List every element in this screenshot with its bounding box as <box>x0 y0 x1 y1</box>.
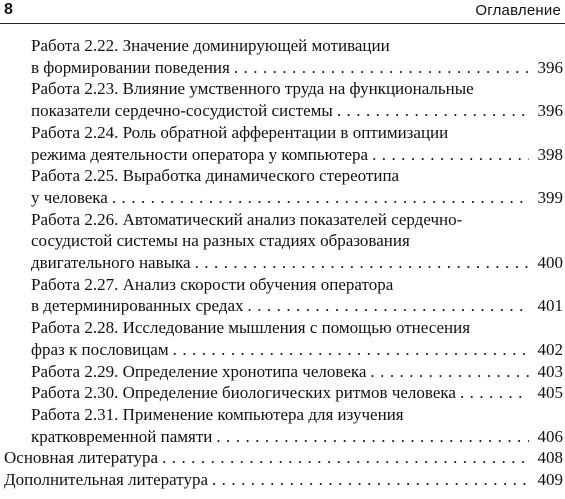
dot-leader <box>234 57 529 79</box>
toc-entry-line: сосудистой системы на разных стадиях образования <box>31 231 410 251</box>
header-rule <box>0 23 565 24</box>
toc-entry-2-26[interactable] <box>0 209 565 274</box>
toc-entry-line: Работа 2.23. Влияние умственного труда на функциональные <box>31 79 474 99</box>
dot-leader <box>248 295 529 317</box>
toc-entry-text: в формировании поведения <box>31 57 230 77</box>
table-of-contents <box>0 35 565 491</box>
dot-leader <box>212 469 529 491</box>
toc-page-number: 400 <box>537 253 563 273</box>
toc-page-number: 398 <box>537 144 563 164</box>
toc-entry-last-line <box>31 252 565 274</box>
toc-entry-text: двигательного навыка <box>31 253 191 273</box>
toc-entry-last-line <box>4 447 565 469</box>
dot-leader <box>460 382 529 404</box>
page-header <box>0 0 565 26</box>
toc-entry-line: Работа 2.26. Автоматический анализ показателей сердечно- <box>31 209 463 229</box>
toc-entry-2-30[interactable] <box>0 382 565 404</box>
toc-entry-text: Работа 2.30. Определение биологических ритмов человека <box>31 383 456 403</box>
toc-entry-last-line <box>4 469 565 491</box>
toc-entry-2-31[interactable] <box>0 404 565 447</box>
toc-page-number: 396 <box>537 57 563 77</box>
toc-page-number: 405 <box>537 383 563 403</box>
toc-entry-text: Дополнительная литература <box>4 470 208 490</box>
toc-entry-last-line <box>31 339 565 361</box>
toc-entry-last-line <box>31 382 565 404</box>
dot-leader <box>195 252 529 274</box>
toc-page-number: 399 <box>537 187 563 207</box>
toc-page-number: 403 <box>537 361 563 381</box>
toc-page-number: 396 <box>537 101 563 121</box>
toc-page-number: 401 <box>537 296 563 316</box>
dot-leader <box>216 426 529 448</box>
toc-entry-last-line <box>31 295 565 317</box>
toc-entry-text: в детерминированных средах <box>31 296 244 316</box>
dot-leader <box>337 100 529 122</box>
toc-page-number: 402 <box>537 339 563 359</box>
toc-entry-2-25[interactable] <box>0 165 565 208</box>
toc-entry-line: Работа 2.27. Анализ скорости обучения оператора <box>31 274 394 294</box>
toc-entry-last-line <box>31 187 565 209</box>
toc-entry-line: Работа 2.31. Применение компьютера для изучения <box>31 404 404 424</box>
toc-entry-text: Работа 2.29. Определение хронотипа человека <box>31 361 367 381</box>
dot-leader <box>162 447 529 469</box>
toc-entry-2-24[interactable] <box>0 122 565 165</box>
toc-entry-line: Работа 2.25. Выработка динамического стереотипа <box>31 166 400 186</box>
toc-entry-main-literature[interactable] <box>0 447 565 469</box>
toc-page-number: 406 <box>537 426 563 446</box>
toc-entry-last-line <box>31 100 565 122</box>
toc-entry-last-line <box>31 57 565 79</box>
toc-entry-2-22[interactable] <box>0 35 565 78</box>
toc-entry-text: кратковременной памяти <box>31 426 213 446</box>
dot-leader <box>372 144 529 166</box>
dot-leader <box>370 361 529 383</box>
toc-entry-text: фраз к пословицам <box>31 339 169 359</box>
toc-page-number: 408 <box>537 448 563 468</box>
toc-page-number: 409 <box>537 470 563 490</box>
toc-entry-last-line <box>31 426 565 448</box>
toc-entry-2-28[interactable] <box>0 317 565 360</box>
dot-leader <box>112 187 529 209</box>
toc-entry-text: у человека <box>31 187 108 207</box>
page-number: 8 <box>4 1 13 18</box>
toc-entry-line: Работа 2.24. Роль обратной афферентации в оптимизации <box>31 122 449 142</box>
toc-entry-2-23[interactable] <box>0 78 565 121</box>
toc-entry-last-line <box>31 361 565 383</box>
dot-leader <box>173 339 529 361</box>
toc-entry-2-29[interactable] <box>0 361 565 383</box>
toc-entry-text: режима деятельности оператора у компьютера <box>31 144 369 164</box>
running-title: Оглавление <box>475 2 561 19</box>
toc-entry-line: Работа 2.22. Значение доминирующей мотивации <box>31 36 390 55</box>
toc-entry-line: Работа 2.28. Исследование мышления с помощью отнесения <box>31 318 471 338</box>
toc-entry-text: показатели сердечно-сосудистой системы <box>31 101 333 121</box>
toc-entry-2-27[interactable] <box>0 274 565 317</box>
toc-entry-last-line <box>31 144 565 166</box>
toc-entry-additional-literature[interactable] <box>0 469 565 491</box>
toc-entry-text: Основная литература <box>4 448 159 468</box>
